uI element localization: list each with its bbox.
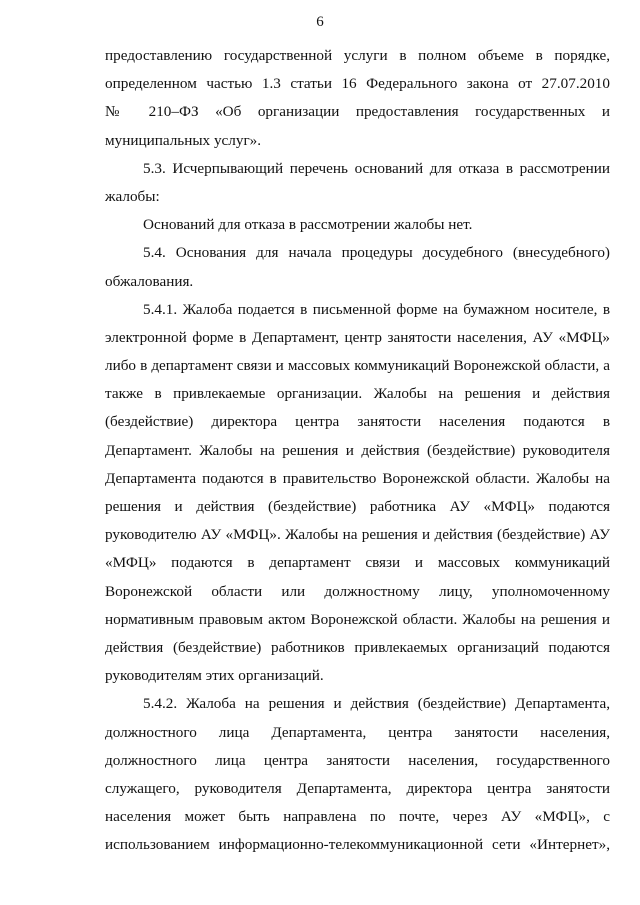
text-line: Департамента подаются в правительство Воронежской области. Жалобы на xyxy=(105,469,610,487)
text-line: также в привлекаемые организации. Жалобы на решения и действия xyxy=(105,385,610,403)
text-line: № 210–ФЗ «Об организации предоставления государственных и xyxy=(105,103,610,121)
text-line: 5.4. Основания для начала процедуры досудебного (внесудебного) xyxy=(143,244,610,262)
text-line: предоставлению государственной услуги в полном объеме в порядке, xyxy=(105,47,610,64)
text-line: 5.4.1. Жалоба подается в письменной форме на бумажном носителе, в xyxy=(143,300,610,318)
document-body xyxy=(105,42,610,859)
text-line: жалобы: xyxy=(105,187,160,205)
text-line: руководителю АУ «МФЦ». Жалобы на решения и действия (бездействие) АУ xyxy=(105,526,610,544)
text-line: должностного лица Департамента, центра занятости населения, xyxy=(105,723,610,741)
text-line: Воронежской области или должностному лицу, уполномоченному xyxy=(105,582,610,600)
text-line: 5.4.2. Жалоба на решения и действия (бездействие) Департамента, xyxy=(143,695,610,713)
text-line: 5.3. Исчерпывающий перечень оснований для отказа в рассмотрении xyxy=(143,159,610,177)
text-line: должностного лица центра занятости населения, государственного xyxy=(105,751,610,769)
page-number: 6 xyxy=(316,14,324,30)
text-line: населения может быть направлена по почте, через АУ «МФЦ», с xyxy=(105,808,610,826)
text-line: служащего, руководителя Департамента, директора центра занятости xyxy=(105,779,610,797)
text-line: обжалования. xyxy=(105,272,194,290)
text-line: Оснований для отказа в рассмотрении жалобы нет. xyxy=(143,216,473,234)
text-line: (бездействие) директора центра занятости населения подаются в xyxy=(105,413,610,431)
text-line: решения и действия (бездействие) работника АУ «МФЦ» подаются xyxy=(105,498,610,515)
text-line: определенном частью 1.3 статьи 16 Федерального закона от 27.07.2010 xyxy=(105,75,610,93)
text-line: Департамент. Жалобы на решения и действия (бездействие) руководителя xyxy=(105,441,610,459)
text-line: руководителям этих организаций. xyxy=(105,667,324,685)
text-line: «МФЦ» подаются в департамент связи и массовых коммуникаций xyxy=(105,554,610,572)
text-line: действия (бездействие) работников привлекаемых организаций подаются xyxy=(105,638,610,656)
text-line: использованием информационно-телекоммуникационной сети «Интернет», xyxy=(105,836,610,854)
text-line: либо в департамент связи и массовых коммуникаций Воронежской области, а xyxy=(105,357,610,375)
text-line: муниципальных услуг». xyxy=(105,131,262,149)
text-line: электронной форме в Департамент, центр занятости населения, АУ «МФЦ» xyxy=(105,328,610,346)
text-line: нормативным правовым актом Воронежской области. Жалобы на решения и xyxy=(105,610,610,628)
